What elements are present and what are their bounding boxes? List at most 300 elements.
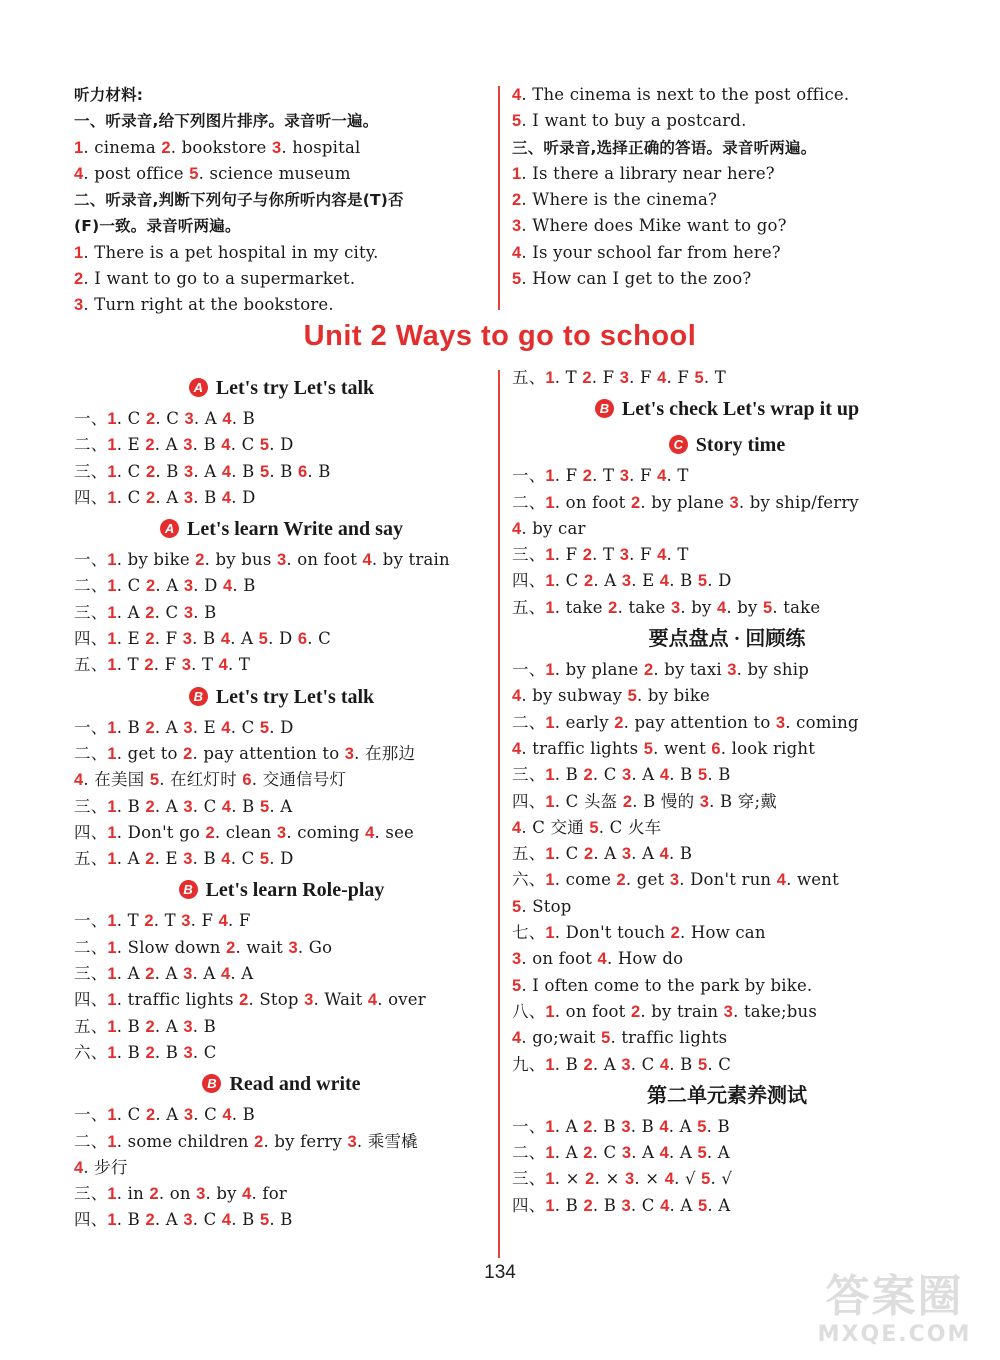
answer-text: . A [154,1210,184,1230]
item-number: 5 [259,797,270,816]
item-number: 1 [545,1196,555,1215]
section-heading [74,872,489,908]
item-number: 2 [614,713,624,732]
item-number: 5 [512,976,522,995]
answer-text: . 步行 [83,1157,128,1177]
item-number: 3 [183,797,193,816]
answer-text: . Wait [313,990,368,1010]
answer-line [512,1193,942,1219]
answer-text: . A [154,796,184,816]
answer-text: . C [630,1195,661,1215]
answer-text: . 乘雪橇 [356,1131,418,1151]
item-number: 4 [221,850,231,869]
item-number: 1 [107,656,117,675]
item-number: 4 [716,598,727,617]
item-number: 1 [107,1211,117,1230]
item-number: 3 [621,845,632,864]
section-title: Let's try Let's talk [215,377,375,399]
answer-line [512,657,942,683]
item-number: 1 [545,924,555,943]
answer-line [74,1040,489,1066]
item-number: 1 [107,850,117,869]
answer-text: . post office [83,163,190,183]
item-number: 1 [107,1017,117,1036]
item-number: 4 [776,871,787,890]
item-number: 1 [107,551,117,570]
item-number: 3 [183,1043,193,1062]
answer-line [74,652,489,678]
answer-text: . over [377,990,426,1010]
section-heading [512,621,942,657]
item-number: 2 [583,766,593,785]
item-number: 5 [627,687,637,706]
answers-left-column [74,370,489,1234]
question-group-label: 一、 [74,911,108,931]
item-number: 2 [254,1132,264,1151]
answer-text: . B [706,1116,730,1136]
item-number: 1 [545,467,555,486]
item-number: 5 [258,630,269,649]
item-number: 3 [624,1170,635,1189]
answer-text: . C [230,849,260,869]
question-group-label: 二、 [512,492,546,512]
item-number: 4 [659,1117,669,1136]
item-number: 5 [512,897,522,916]
item-number: 3 [183,850,193,869]
section-heading [74,511,489,547]
question-group-label: 五、 [512,368,546,387]
item-number: 4 [659,1055,670,1074]
answer-text: . F [153,655,182,675]
answer-text: . 交通信号灯 [251,770,347,790]
item-number: 2 [144,656,154,675]
item-number: 4 [512,519,522,538]
item-number: 2 [512,191,522,210]
item-number: 3 [276,823,287,842]
answer-text: . C [116,487,146,507]
item-number: 4 [221,718,231,737]
answer-text: . early [554,712,615,732]
item-number: 1 [74,138,84,157]
item-number: 2 [145,1106,156,1125]
question-group-label: 二、 [74,576,108,596]
answer-line [512,1114,942,1140]
answer-text: . A [554,1116,584,1136]
answer-text: . B [116,717,146,737]
answer-text: . by subway [521,686,628,706]
answer-text: . F [629,545,658,565]
item-number: 1 [545,546,555,565]
item-number: 2 [144,912,154,931]
item-number: 5 [701,1170,711,1189]
answer-text: . B [192,849,222,869]
item-number: 1 [545,1144,555,1163]
question-group-label: 五、 [74,1016,108,1036]
part-badge-icon: B [202,1074,221,1093]
answer-line [74,987,489,1013]
item-number: 2 [582,546,593,565]
item-number: 3 [183,577,194,596]
answer-text: . by plane [640,492,730,512]
answer-text: . science museum [198,163,351,183]
item-number: 1 [545,572,555,591]
item-number: 2 [145,718,155,737]
answer-text: . A [192,964,221,984]
answer-line [74,846,489,872]
item-number: 2 [239,991,249,1010]
answer-text: . come [554,870,617,890]
answer-text: . on foot [554,1001,631,1021]
answer-text: . The cinema is next to the post office. [521,85,850,104]
answer-text: . T [592,545,620,565]
answer-line [512,920,942,946]
item-number: 1 [107,1043,117,1062]
answer-line [74,1102,489,1128]
answer-line [512,1140,942,1166]
answer-text: . take [554,597,609,617]
answer-line [512,240,942,266]
answer-line [512,213,942,239]
section-instruction: 听力材料: [74,86,144,104]
answer-text: . F [629,466,658,486]
item-number: 5 [697,1144,707,1163]
answer-text: . T [153,911,182,931]
item-number: 4 [362,551,372,570]
answer-text: . by train [640,1001,724,1021]
item-number: 3 [619,369,630,387]
item-number: 4 [660,1196,670,1215]
question-group-label: 五、 [74,849,108,869]
item-number: 5 [601,1029,611,1048]
item-number: 2 [161,138,171,157]
item-number: 2 [145,1017,155,1036]
item-number: 5 [694,369,704,387]
item-number: 5 [589,818,599,837]
item-number: 1 [107,410,117,428]
answer-text: . C [554,571,584,591]
answer-line [512,1025,942,1051]
answer-text: . T [592,466,620,486]
question-group-label: 四、 [74,629,108,649]
answer-text: . B [193,602,217,622]
item-number: 5 [259,850,270,869]
item-number: 2 [583,1144,593,1163]
item-number: 4 [659,572,670,591]
answer-text: . by train [371,550,450,570]
part-badge-icon: B [179,880,198,899]
answer-text: . look right [720,738,816,758]
answer-text: . F [228,911,251,931]
answer-text: . wait [235,937,289,957]
answer-line [74,1129,489,1155]
item-number: 4 [659,1144,670,1163]
answer-text: . D [193,576,223,596]
answer-line [512,542,942,568]
answer-text: . A [116,849,146,869]
answer-text: . B [231,796,260,816]
item-number: 5 [259,718,270,737]
item-number: 2 [622,792,633,811]
answer-text: . went [786,870,839,890]
answer-text: . coming [286,822,366,842]
answer-line [512,894,942,920]
question-group-label: 二、 [74,743,108,763]
answer-text: . Slow down [116,937,227,957]
section-heading [74,370,489,406]
answer-text: . How can [679,923,766,943]
answer-text: . by [726,597,763,617]
answer-text: . × [594,1169,625,1189]
answer-text: . cinema [83,137,162,157]
answer-line [74,573,489,599]
answer-text: . C [230,435,260,455]
item-number: 2 [616,871,626,890]
item-number: 1 [107,823,117,842]
answer-text: . C [592,765,623,785]
answer-text: . A [154,435,184,455]
item-number: 3 [181,656,192,675]
item-number: 3 [276,551,287,570]
answer-line [512,815,942,841]
item-number: 4 [74,1158,84,1177]
watermark-line1: 答案圈 [825,1271,964,1322]
item-number: 3 [288,938,298,957]
answer-text: . B 穿;戴 [709,791,777,811]
answer-text: . pay attention to [192,743,345,763]
answer-line [74,266,489,292]
item-number: 2 [583,845,594,864]
question-group-label: 八、 [512,1001,546,1021]
item-number: 1 [107,488,117,507]
item-number: 2 [145,410,156,428]
answer-line [74,240,489,266]
answer-text: . T [191,655,219,675]
answer-text: . I often come to the park by bike. [521,975,813,995]
question-group-label: 一、 [512,660,546,680]
answer-text: . B [554,1054,584,1074]
answer-text: . T [666,466,689,486]
section-instruction: (F)一致。录音听两遍。 [74,217,241,236]
item-number: 4 [512,1029,522,1048]
item-number: 2 [583,1055,593,1074]
item-number: 4 [222,1106,232,1125]
answer-text: . C [192,1042,217,1062]
item-number: 2 [145,1211,155,1230]
item-number: 4 [218,656,229,675]
watermark-line2: MXQE.COM [817,1322,972,1347]
item-number: 3 [182,630,193,649]
item-number: 6 [297,630,308,649]
answer-text: . Where is the cinema? [521,190,718,210]
answer-text: . C [230,717,260,737]
answer-text: . A [592,1054,622,1074]
item-number: 3 [183,1017,193,1036]
item-number: 3 [183,1211,193,1230]
section-heading [512,1078,942,1114]
section-heading [74,1066,489,1102]
item-number: 1 [107,603,117,622]
answer-text: . on [158,1184,197,1204]
question-group-label: 二、 [512,1143,546,1163]
question-group-label: 三、 [512,1169,546,1189]
item-number: 3 [723,1002,734,1021]
item-number: 5 [512,112,522,131]
answer-text: . A [155,487,184,507]
answer-line [74,547,489,573]
item-number: 2 [583,1196,593,1215]
answer-text: . D [269,435,294,455]
item-number: 2 [670,924,680,943]
question-group-label: 一、 [512,1116,546,1136]
item-number: 1 [545,1170,555,1189]
section-title: Let's learn Role-play [205,879,385,902]
answer-text: . take [617,597,671,617]
item-number: 4 [597,950,607,969]
item-number: 2 [583,572,594,591]
item-number: 3 [621,1144,632,1163]
answer-text: . B [554,1195,584,1215]
answer-text: . B [192,629,221,649]
item-number: 1 [545,845,555,864]
answer-text: . Don't run [679,870,777,890]
answer-line [512,736,942,762]
answer-text: . Stop [521,896,572,916]
item-number: 3 [183,1106,194,1125]
answer-text: . B [192,435,222,455]
answer-text: . D [707,571,732,591]
item-number: 1 [545,871,555,890]
answer-text: . A [230,629,259,649]
item-number: 5 [259,436,270,455]
part-badge-icon: A [160,519,179,538]
item-number: 1 [107,577,117,596]
answer-line [74,432,489,458]
question-group-label: 九、 [512,1054,546,1074]
item-number: 1 [107,912,117,931]
item-number: 5 [259,462,270,481]
page-number: 134 [484,1262,516,1283]
item-number: 3 [729,493,739,512]
answer-line [512,266,942,292]
question-group-label: 七、 [512,923,546,943]
answer-line [74,820,489,846]
answer-text: . in [116,1184,150,1204]
section-title: Let's check Let's wrap it up [621,398,860,421]
item-number: 1 [107,797,117,816]
answer-text: . A [706,1143,730,1163]
question-group-label: 三、 [512,765,546,785]
item-number: 3 [699,792,710,811]
item-number: 5 [697,572,708,591]
answer-line [512,82,942,108]
item-number: 3 [183,965,193,984]
answer-text: . by ferry [263,1131,348,1151]
question-group-label: 五、 [74,655,108,675]
item-number: 2 [643,661,654,680]
answer-text: . T [116,655,145,675]
question-group-label: 四、 [74,822,108,842]
item-number: 5 [762,598,773,617]
answer-line [512,516,942,542]
answer-text: . for [251,1184,287,1204]
item-number: 4 [657,369,667,387]
item-number: 3 [621,1055,631,1074]
question-group-label: 二、 [74,435,108,455]
item-number: 3 [619,546,630,565]
question-group-label: 四、 [512,1195,546,1215]
item-number: 1 [545,1002,555,1021]
item-number: 1 [107,965,117,984]
question-group-label: 一、 [512,466,546,486]
answer-text: . by plane [554,660,644,680]
answer-text: . F [629,368,658,387]
answer-text: . Don't touch [554,923,671,943]
item-number: 2 [226,938,236,957]
answer-text: . B [269,461,298,481]
answer-text: . T [228,655,251,675]
answer-text: . coming [785,712,859,732]
answer-text: . B [116,1042,146,1062]
answer-text: . C [192,1210,222,1230]
item-number: 3 [512,217,522,236]
answer-text: . B [669,1054,698,1074]
answer-line [512,789,942,815]
answer-text: . by taxi [653,660,728,680]
answer-text: . E [116,629,146,649]
answer-text: . E [154,849,184,869]
answer-line [512,762,942,788]
answer-text: . B [669,765,698,785]
answer-text: . bookstore [170,137,272,157]
answer-text: . by bike [116,550,196,570]
answer-line [512,946,942,972]
answer-line [74,1014,489,1040]
answer-text: . take;bus [733,1001,817,1021]
item-number: 2 [630,1002,641,1021]
item-number: 5 [697,1055,708,1074]
answer-text: . I want to go to a supermarket. [83,269,356,289]
item-number: 2 [582,467,593,486]
answer-text: . get to [116,743,184,763]
item-number: 1 [107,1132,117,1151]
item-number: 2 [608,598,618,617]
answer-text: . C [554,844,584,864]
answer-text: . by bus [204,550,277,570]
item-number: 2 [582,369,592,387]
answer-text: . A [631,765,660,785]
answer-text: . by ship/ferry [738,492,859,512]
question-group-label: 二、 [512,712,546,732]
item-number: 1 [107,462,117,481]
item-number: 2 [145,797,155,816]
answer-text: . C [193,1105,223,1125]
item-number: 4 [222,577,233,596]
answer-text: . √ [674,1169,702,1189]
item-number: 2 [205,823,215,842]
item-number: 3 [621,1196,631,1215]
answer-text: . on foot [286,550,363,570]
item-number: 2 [195,551,205,570]
item-number: 6 [242,771,252,790]
answer-line [74,135,489,161]
item-number: 4 [242,1185,252,1204]
answer-text: . B [155,461,185,481]
item-number: 5 [697,1196,708,1215]
answer-text: . B [116,796,146,816]
answer-text: . on foot [554,492,631,512]
answer-text: . E [116,435,146,455]
answer-text: . Is your school far from here? [521,242,781,262]
